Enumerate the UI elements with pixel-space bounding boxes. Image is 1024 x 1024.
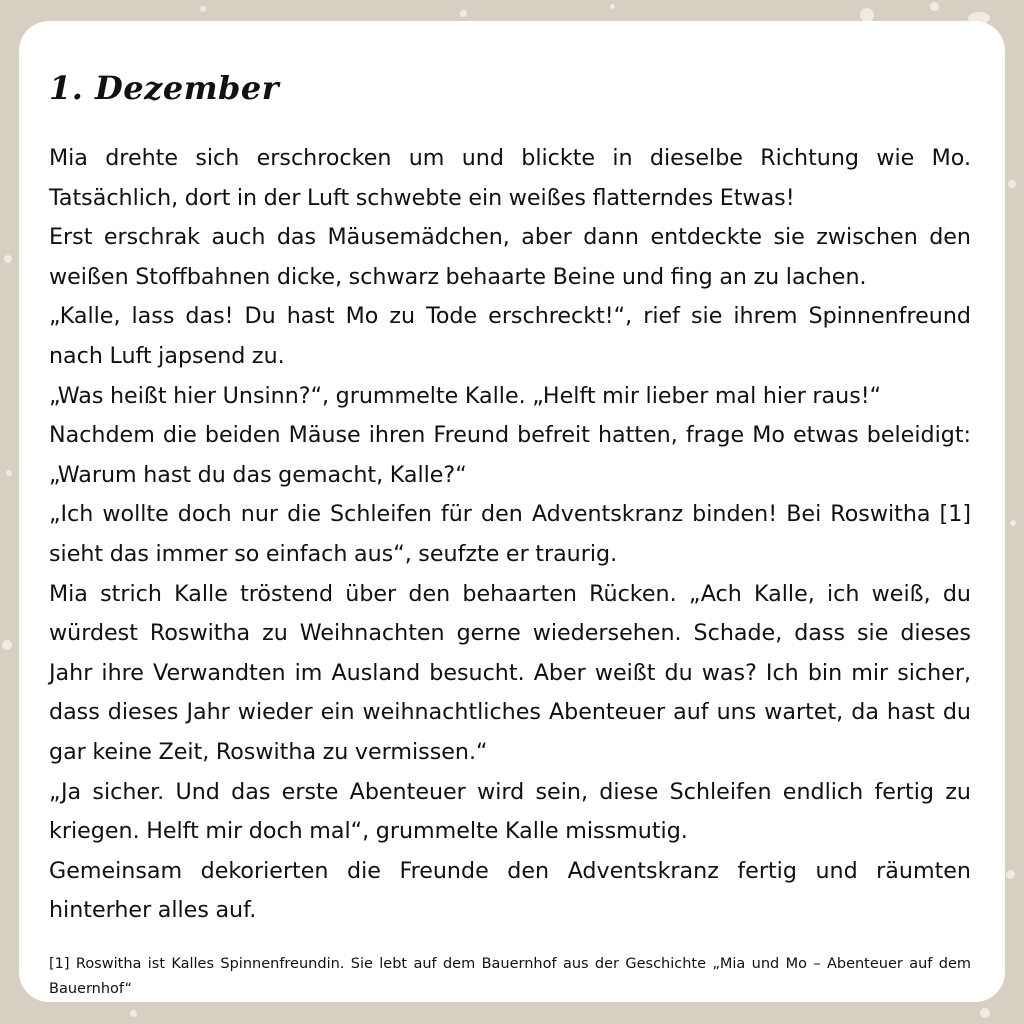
story-paragraph: Erst erschrak auch das Mäusemädchen, aber dann entdeckte sie zwischen den weißen Stoffbahnen dicke, schwarz behaarte Beine und fing an zu lachen. — [49, 224, 971, 290]
story-paragraph: „Ja sicher. Und das erste Abenteuer wird sein, diese Schleifen endlich fertig zu kriegen. Helft mir doch mal“, grummelte Kalle missmutig. — [49, 778, 971, 845]
story-paragraph: „Ich wollte doch nur die Schleifen für den Adventskranz binden! Bei Roswitha [1] sieht das immer so einfach aus“, seufzte er traurig. — [49, 501, 971, 567]
snow-dot — [860, 8, 874, 22]
story-paragraph: „Was heißt hier Unsinn?“, grummelte Kalle. „Helft mir lieber mal hier raus!“ — [49, 382, 882, 409]
story-card — [19, 21, 1005, 1002]
snow-dot — [130, 1010, 137, 1017]
snow-dot — [1008, 180, 1016, 188]
snow-dot — [930, 2, 939, 11]
story-paragraph: Mia drehte sich erschrocken um und blickte in dieselbe Richtung wie Mo. Tatsächlich, dort in der Luft schwebte ein weißes flatterndes Etwas! — [49, 145, 971, 211]
snow-dot — [6, 470, 12, 476]
story-paragraph: Nachdem die beiden Mäuse ihren Freund befreit hatten, frage Mo etwas beleidigt: „Warum hast du das gemacht, Kalle?“ — [49, 422, 971, 488]
snow-dot — [460, 10, 467, 17]
story-paragraph: „Kalle, lass das! Du hast Mo zu Tode erschreckt!“, rief sie ihrem Spinnenfreund nach Luft japsend zu. — [49, 303, 971, 369]
snow-dot — [1010, 520, 1016, 526]
snow-dot — [4, 255, 12, 263]
story-paragraph: Gemeinsam dekorierten die Freunde den Adventskranz fertig und räumten hinterher alles auf. — [49, 857, 971, 924]
story-body — [49, 139, 971, 931]
page-title: 1. Dezember — [49, 69, 280, 107]
snow-dot — [200, 6, 206, 12]
snow-dot — [1006, 870, 1015, 879]
snow-dot — [2, 640, 12, 650]
footnote: [1] Roswitha ist Kalles Spinnenfreundin. Sie lebt auf dem Bauernhof aus der Geschichte „Mia und Mo – Abenteuer auf dem Bauernhof“ — [49, 956, 971, 997]
snow-dot — [980, 1008, 990, 1018]
snow-dot — [610, 4, 615, 9]
story-paragraph: Mia strich Kalle tröstend über den behaarten Rücken. „Ach Kalle, ich weiß, du würdest Roswitha zu Weihnachten gerne wiedersehen. Schade, dass sie dieses Jahr ihre Verwandten im Ausland besucht. Aber weißt du was? Ich bin mir sicher, dass dieses Jahr wieder ein weihnachtliches Abenteuer auf uns wartet, da hast du gar keine Zeit, Roswitha zu vermissen.“ — [49, 580, 971, 765]
